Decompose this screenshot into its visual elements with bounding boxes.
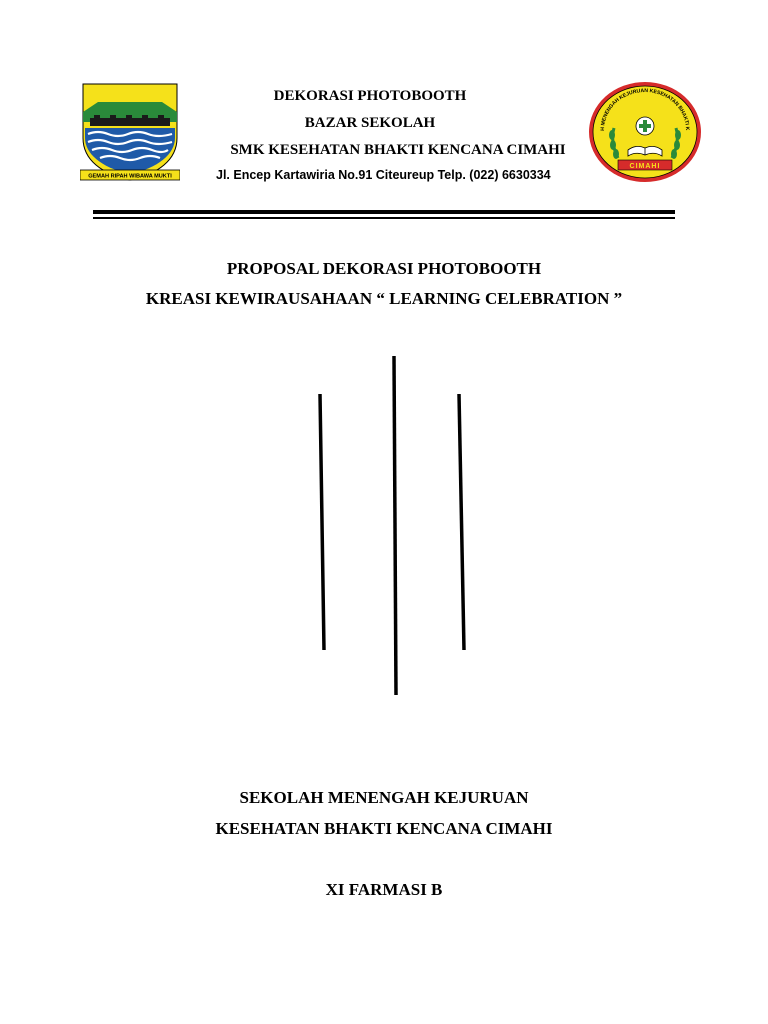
header-title-line2: BAZAR SEKOLAH (304, 115, 436, 131)
header-title-line1: DEKORASI PHOTOBOOTH (273, 88, 467, 104)
header-divider-thick (93, 210, 675, 214)
decorative-line-right (459, 394, 464, 650)
decorative-line-left (320, 394, 324, 650)
svg-text:CIMAHI: CIMAHI (629, 163, 661, 170)
class-name: XI FARMASI B (325, 880, 443, 899)
school-name: KESEHATAN BHAKTI KENCANA CIMAHI (215, 819, 553, 838)
school-emblem-logo (588, 80, 702, 184)
proposal-subtitle: KREASI KEWIRAUSAHAAN “ LEARNING CELEBRATION ” (145, 289, 623, 308)
decorative-lines (0, 340, 768, 720)
header-address: Jl. Encep Kartawiria No.91 Citeureup Telp. (022) 6630334 (216, 168, 551, 182)
header-divider-thin (93, 217, 675, 219)
svg-text:GEMAH RIPAH WIBAWA MUKTI: GEMAH RIPAH WIBAWA MUKTI (88, 173, 172, 180)
header-school-name: SMK KESEHATAN BHAKTI KENCANA CIMAHI (230, 142, 566, 158)
decorative-line-center (394, 356, 396, 695)
proposal-title: PROPOSAL DEKORASI PHOTOBOOTH (226, 259, 542, 278)
svg-text:SEKOLAH MENENGAH KEJURUAN KESE: H MENENGAH KEJURUAN KESEHATAN BHAKTI K (599, 87, 691, 131)
school-type: SEKOLAH MENENGAH KEJURUAN (239, 788, 529, 807)
